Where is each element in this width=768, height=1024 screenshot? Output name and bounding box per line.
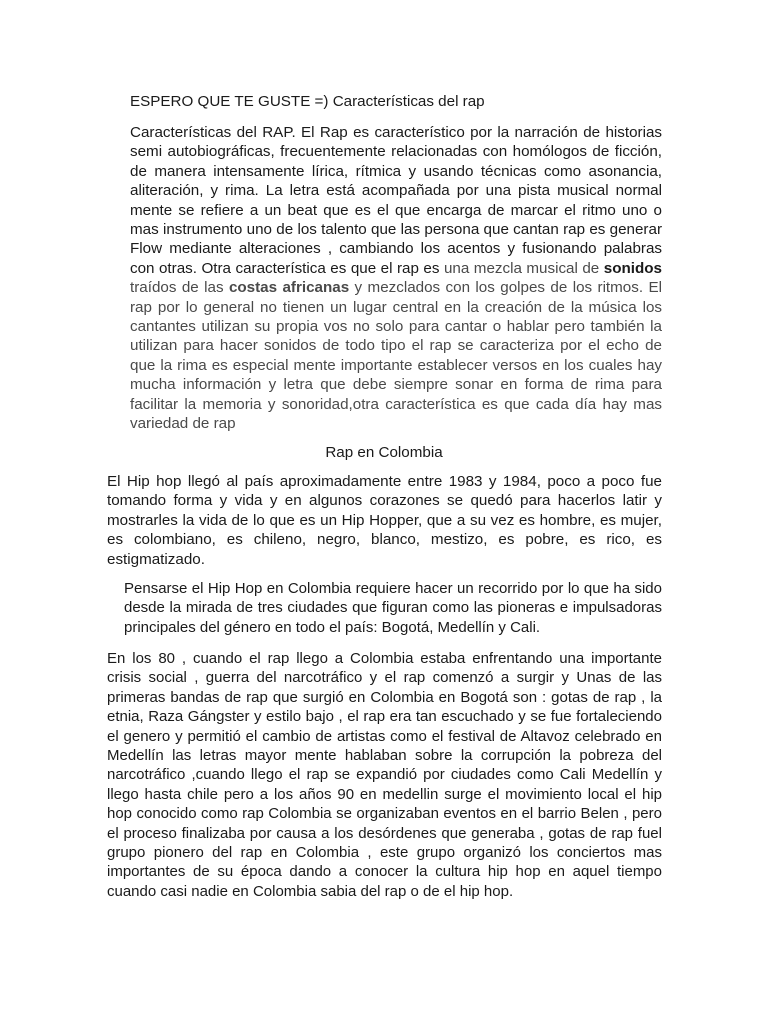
- paragraph-text-gray: traídos de las: [130, 279, 229, 297]
- section-title-rap-en-colombia: Rap en Colombia: [325, 444, 443, 461]
- document-heading: ESPERO QUE TE GUSTE =) Características del rap: [130, 93, 485, 110]
- paragraph-text-gray: y mezclados con los golpes de los ritmos. El rap por lo general no tienen un lugar central en la creación de la música los cantantes utilizan su propia vos no solo para cantar o hablar pero también la utilizan para hacer sonidos de todo tipo el rap se caracteriza por el echo de que la rima es especial mente importante establecer versos en los cuales hay mucha información y letra que debe siempre sonar en forma de rima para facilitar la memoria y sonoridad,otra característica es que cada día hay mas variedad de rap: [130, 279, 662, 433]
- bold-costas-africanas: costas africanas: [228, 279, 350, 297]
- paragraph-rap-characteristics: [130, 123, 662, 434]
- paragraph-text-gray: una mezcla musical de: [443, 259, 604, 277]
- paragraph-rap-in-the-80s: En los 80 , cuando el rap llego a Colombia estaba enfrentando una importante crisis social , guerra del narcotráfico y el rap comenzó a surgir y Unas de las primeras bandas de rap que surgió en Colombia en Bogotá son : gotas de rap , la etnia, Raza Gángster y estilo bajo , el rap era tan escuchado y se fue fortaleciendo el genero y permitió el cambio de artistas como el festival de Altavoz celebrado en Medellín las letras mayor mente hablaban sobre la corrupción la pobreza del narcotráfico ,cuando llego el rap se expandió por ciudades como Cali Medellín y llego hasta chile pero a los años 90 en medellin surge el movimiento local el hip hop conocido como rap Colombia se organizaban eventos en el barrio Belen , pero el proceso finalizaba por causa a los desórdenes que generaba , gotas de rap fuel grupo pionero del rap en Colombia , este grupo organizó los conciertos mas importantes de su época dando a conocer la cultura hip hop en aquel tiempo cuando casi nadie en Colombia sabia del rap o de el hip hop.: [107, 650, 662, 900]
- paragraph-three-cities: Pensarse el Hip Hop en Colombia requiere hacer un recorrido por lo que ha sido desde la mirada de tres ciudades que figuran como las pioneras e impulsadoras principales del género en todo el país: Bogotá, Medellín y Cali.: [124, 580, 662, 636]
- paragraph-hip-hop-arrival: El Hip hop llegó al país aproximadamente entre 1983 y 1984, poco a poco fue tomando forma y vida y en algunos corazones se quedó para hacerlos latir y mostrarles la vida de lo que es un Hip Hopper, que a su vez es hombre, es mujer, es colombiano, es chileno, negro, blanco, mestizo, es pobre, es rico, es estigmatizado.: [107, 473, 662, 568]
- paragraph-text: Características del RAP. El Rap es característico por la narración de historias semi autobiográficas, frecuentemente relacionadas con homólogos de ficción, de manera intensamente lírica, rítmica y usando técnicas como asonancia, aliteración, y rima. La letra está acompañada por una pista musical normal mente se refiere a un beat que es el que encarga de marcar el ritmo uno o mas instrumento uno de los talento que las persona que cantan rap es generar Flow mediante alteraciones , cambiando los acentos y fusionando palabras con otras. Otra característica es que el rap es: [130, 124, 662, 277]
- bold-sonidos: sonidos: [603, 259, 662, 277]
